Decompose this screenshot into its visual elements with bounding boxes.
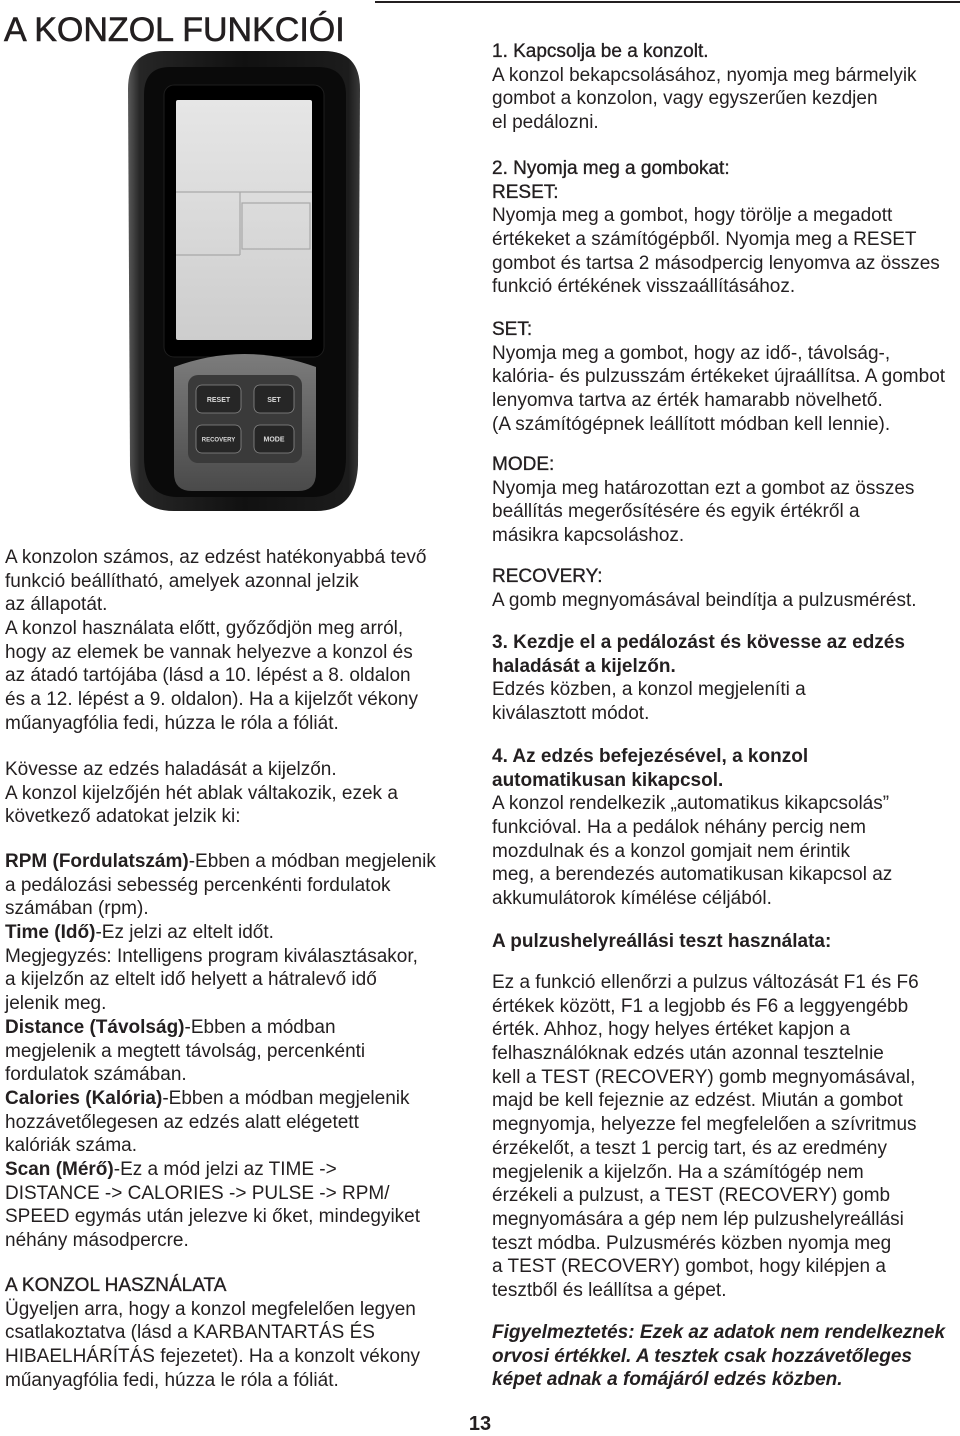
mode-description-line: jelenik meg.: [5, 993, 107, 1015]
display-line: következő adatokat jelzik ki:: [5, 806, 241, 828]
step4-heading: automatikusan kikapcsol.: [492, 769, 724, 791]
mode-line: másikra kapcsoláshoz.: [492, 525, 685, 547]
console-set-label: SET: [267, 397, 281, 404]
mode-description: -Ez jelzi az eltelt időt.: [95, 922, 274, 944]
mode-line: beállítás megerősítésére és egyik értékről a: [492, 501, 860, 523]
step1-line: gombot a konzolon, vagy egyszerűen kezdjen: [492, 88, 878, 110]
usage-section: [5, 1274, 420, 1392]
recovery-test-line: Ez a funkció ellenőrzi a pulzus változását F1 és F6: [492, 972, 919, 993]
console-illustration: [120, 45, 370, 520]
usage-line: Ügyeljen arra, hogy a konzol megfelelően legyen: [5, 1298, 416, 1320]
intro-section: [5, 546, 426, 736]
recovery-test-line: érzékeli a pulzust, a TEST (RECOVERY) gomb: [492, 1185, 891, 1207]
mode-description: -Ez a mód jelzi az TIME ->: [113, 1158, 337, 1180]
step2-reset-section: [492, 157, 940, 299]
reset-line: Nyomja meg a gombot, hogy törölje a megadott: [492, 205, 893, 227]
lcd-screen: [176, 100, 312, 340]
mode-description: -Ebben a módban megjelenik: [188, 851, 436, 872]
display-modes-section: [5, 850, 436, 1253]
recovery-test-line: teszt módba. Pulzusmérés közben nyomja meg: [492, 1232, 892, 1254]
mode-description-line: a kijelzőn az eltelt idő helyett a hátralevő idő: [5, 969, 377, 991]
intro-line: hogy az elemek be vannak helyezve a konzol és: [5, 641, 413, 663]
display-section: [5, 758, 398, 829]
mode-description-line: Megjegyzés: Intelligens program kiválasztásakor,: [5, 945, 418, 967]
step4-line: funkcióval. Ha a pedálok néhány percig nem: [492, 817, 866, 839]
step3-heading: 3. Kezdje el a pedálozást és kövesse az edzés: [492, 632, 905, 653]
mode-calories-line: [5, 1087, 436, 1111]
warning-section: [492, 1321, 945, 1392]
page-title: A KONZOL FUNKCIÓI: [4, 11, 345, 49]
usage-heading: A KONZOL HASZNÁLATA: [5, 1275, 227, 1296]
mode-term: Calories (Kalória): [5, 1087, 163, 1109]
recovery-test-line: érzékelőt, a teszt 1 percig tart, és az eredmény: [492, 1137, 887, 1159]
recovery-test-line: majd be kell fejeznie az edzést. Miután a gombot: [492, 1090, 903, 1112]
recovery-test-heading-block: [492, 930, 831, 954]
recovery-test-section: [492, 971, 919, 1303]
usage-line: HIBAELHÁRÍTÁS fejezetet). Ha a konzolt vékony: [5, 1346, 421, 1368]
mode-time-line: [5, 921, 436, 945]
intro-line: A konzol használata előtt, győződjön meg arról,: [5, 618, 404, 640]
mode-description-line: kalóriák száma.: [5, 1135, 137, 1157]
step1-heading: 1. Kapcsolja be a konzolt.: [492, 41, 709, 62]
mode-description-line: hozzávetőlegesen az edzés alatt elégetett: [5, 1111, 359, 1133]
mode-description-line: a pedálozási sebesség percenkénti fordulatok: [5, 874, 391, 896]
intro-line: A konzolon számos, az edzést hatékonyabbá tevő: [5, 547, 427, 568]
step3-line: kiválasztott módot.: [492, 703, 650, 725]
mode-description-line: DISTANCE -> CALORIES -> PULSE -> RPM/: [5, 1182, 390, 1204]
warning-line: orvosi értékkel. A tesztek csak hozzávetőleges: [492, 1345, 912, 1367]
mode-term: Distance (Távolság): [5, 1016, 185, 1038]
intro-line: az állapotát.: [5, 594, 108, 616]
step3-section: [492, 631, 905, 726]
mode-description-line: fordulatok számában.: [5, 1064, 187, 1086]
reset-line: gombot és tartsa 2 másodpercig lenyomva az összes: [492, 252, 940, 274]
reset-line: funkció értékének visszaállításához.: [492, 276, 796, 298]
recovery-test-line: megnyomására a gép nem lép pulzushelyreállási: [492, 1208, 904, 1230]
usage-line: műanyagfólia fedi, húzza le róla a fóliát.: [5, 1369, 339, 1391]
display-line: Kövesse az edzés haladását a kijelzőn.: [5, 759, 337, 780]
recovery-test-line: megnyomja, helyezze fel megfelelően a szívritmus: [492, 1114, 917, 1136]
recovery-test-heading: A pulzushelyreállási teszt használata:: [492, 931, 832, 952]
page-number: 13: [468, 1413, 492, 1435]
mode-description-line: néhány másodpercre.: [5, 1230, 189, 1251]
step4-line: akkumulátorok kímélése céljából.: [492, 888, 772, 910]
step3-line: Edzés közben, a konzol megjeleníti a: [492, 679, 806, 701]
warning-line: képet adnak a fomájáról edzés közben.: [492, 1369, 843, 1391]
mode-description: -Ebben a módban megjelenik: [162, 1087, 410, 1109]
set-section: [492, 318, 945, 436]
recovery-test-line: értékek között, F1 a legjobb és F6 a leggyengébb: [492, 995, 909, 1017]
set-line: kalória- és pulzusszám értékeket újraállítsa. A gombot: [492, 366, 946, 388]
step4-line: mozdulnak és a konzol gomjait nem érintik: [492, 840, 851, 862]
recovery-label: RECOVERY:: [492, 566, 603, 587]
mode-term: Time (Idő): [5, 922, 96, 944]
step4-line: meg, a berendezés automatikusan kikapcsol az: [492, 864, 893, 886]
step1-line: A konzol bekapcsolásához, nyomja meg bármelyik: [492, 64, 917, 86]
recovery-test-line: tesztből és leállítsa a gépet.: [492, 1279, 727, 1301]
intro-line: és a 12. lépést a 9. oldalon). Ha a kijelzőt vékony: [5, 689, 418, 711]
reset-label: RESET:: [492, 181, 559, 203]
mode-scan-line: [5, 1158, 436, 1182]
set-label: SET:: [492, 319, 533, 340]
mode-term: RPM (Fordulatszám): [5, 851, 189, 872]
mode-term: Scan (Mérő): [5, 1158, 114, 1180]
step3-heading: haladását a kijelzőn.: [492, 655, 676, 677]
console-recovery-label: RECOVERY: [201, 437, 236, 444]
mode-description-line: számában (rpm).: [5, 898, 149, 920]
set-line: lenyomva tartva az érték hamarabb növelhető.: [492, 390, 883, 412]
intro-line: az átadó tartójába (lásd a 10. lépést a 8. oldalon: [5, 665, 411, 687]
mode-line: Nyomja meg határozottan ezt a gombot az összes: [492, 477, 915, 499]
recovery-test-line: megjelenik a kijelzőn. Ha a számítógép nem: [492, 1161, 864, 1183]
recovery-line: A gomb megnyomásával beindítja a pulzusmérést.: [492, 589, 917, 611]
step1-section: [492, 40, 917, 135]
recovery-test-line: felhasználóknak edzés után azonnal tesztelnie: [492, 1043, 884, 1065]
intro-line: műanyagfólia fedi, húzza le róla a fóliát.: [5, 712, 339, 734]
step2-heading: 2. Nyomja meg a gombokat:: [492, 158, 730, 179]
set-line: (A számítógépnek leállított módban kell lennie).: [492, 413, 891, 435]
recovery-test-line: a TEST (RECOVERY) gombot, hogy kilépjen a: [492, 1256, 886, 1278]
console-reset-label: RESET: [206, 397, 231, 404]
mode-label: MODE:: [492, 454, 555, 475]
console-mode-label: MODE: [263, 436, 285, 444]
mode-description-line: SPEED egymás után jelezve ki őket, mindegyiket: [5, 1206, 421, 1228]
display-line: A konzol kijelzőjén hét ablak váltakozik, ezek a: [5, 782, 398, 804]
recovery-test-line: kell a TEST (RECOVERY) gomb megnyomásával,: [492, 1066, 916, 1088]
usage-line: csatlakoztatva (lásd a KARBANTARTÁS ÉS: [5, 1322, 375, 1344]
mode-rpm-line: [5, 850, 436, 874]
set-line: Nyomja meg a gombot, hogy az idő-, távolság-,: [492, 342, 891, 364]
mode-description-line: megjelenik a megtett távolság, percenkénti: [5, 1040, 366, 1062]
step4-section: [492, 745, 892, 911]
warning-line: Figyelmeztetés: Ezek az adatok nem rendelkeznek: [492, 1322, 946, 1343]
step4-heading: 4. Az edzés befejezésével, a konzol: [492, 746, 809, 767]
step1-line: el pedálozni.: [492, 112, 599, 134]
mode-description: -Ebben a módban: [184, 1016, 336, 1038]
top-rule: [375, 1, 960, 3]
intro-line: funkció beállítható, amelyek azonnal jelzik: [5, 570, 359, 592]
mode-section: [492, 453, 914, 548]
step4-line: A konzol rendelkezik „automatikus kikapcsolás”: [492, 793, 890, 815]
mode-distance-line: [5, 1016, 436, 1040]
recovery-test-line: érték. Ahhoz, hogy helyes értéket kapjon a: [492, 1019, 851, 1041]
reset-line: értékeket a számítógépből. Nyomja meg a RESET: [492, 229, 917, 251]
recovery-section: [492, 565, 917, 612]
